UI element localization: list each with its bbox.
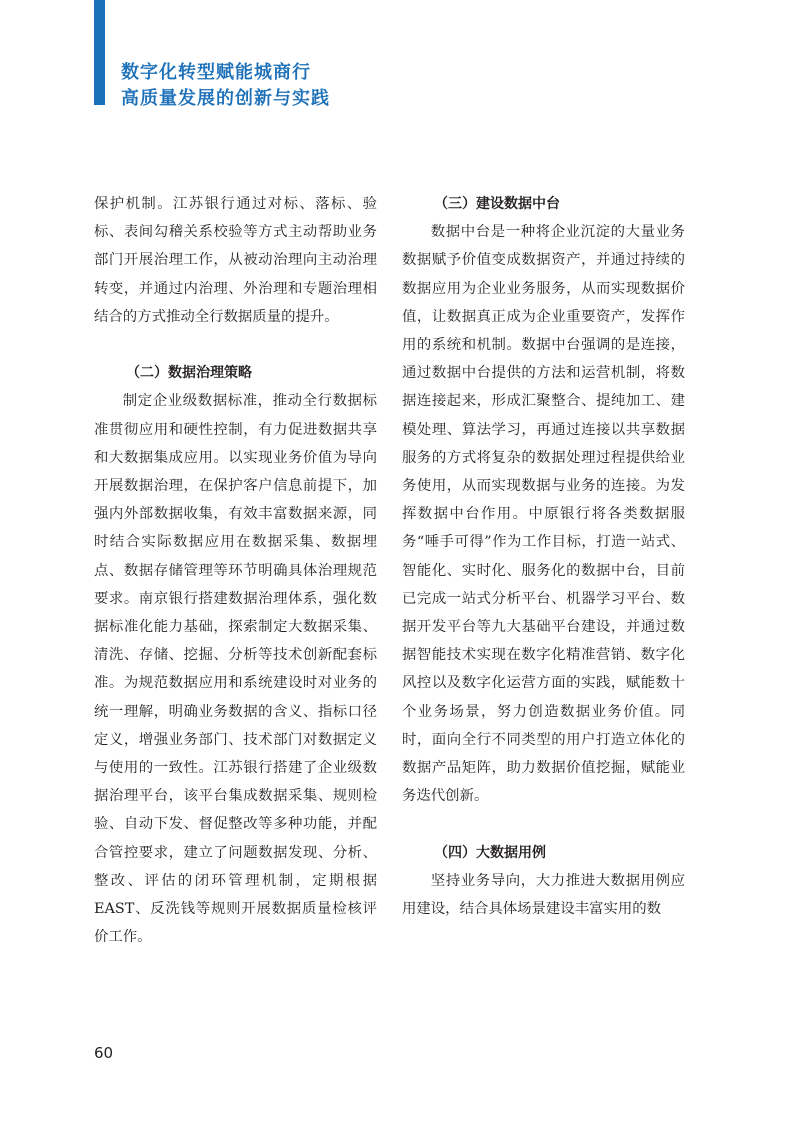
right-column: [402, 190, 685, 923]
section-spacer: [94, 331, 377, 359]
left-column: [94, 190, 377, 951]
header-title-line2: 高质量发展的创新与实践: [121, 88, 330, 109]
header-accent-bar: [94, 0, 105, 105]
section-heading-big-data-use-cases: （四）大数据用例: [434, 844, 546, 861]
header-title-line1: 数字化转型赋能城商行: [121, 62, 311, 83]
continued-paragraph: 保护机制。江苏银行通过对标、落标、验标、表间勾稽关系校验等方式主动帮助业务部门开展治理工作，从被动治理向主动治理转变，并通过内治理、外治理和专题治理相结合的方式推动全行数据质量的提升。: [94, 196, 377, 325]
body-paragraph: 数据中台是一种将企业沉淀的大量业务数据赋予价值变成数据资产，并通过持续的数据应用为企业业务服务，从而实现数据价值，让数据真正成为企业重要资产，发挥作用的系统和机制。数据中台强调的是连接，通过数据中台提供的方法和运营机制，将数据连接起来，形成汇聚整合、提纯加工、建模处理、算法学习，再通过连接以共享数据服务的方式将复杂的数据处理过程提供给业务使用，从而实现数据与业务的连接。为发挥数据中台作用。中原银行将各类数据服务“唾手可得”作为工作目标，打造一站式、智能化、实时化、服务化的数据中台，目前已完成一站式分析平台、机器学习平台、数据开发平台等九大基础平台建设，并通过数据智能技术实现在数字化精准营销、数字化风控以及数字化运营方面的实践，赋能数十个业务场景，努力创造数据业务价值。同时，面向全行不同类型的用户打造立体化的数据产品矩阵，助力数据价值挖掘，赋能业务迭代创新。: [402, 224, 685, 805]
section-heading-data-middle-platform: （三）建设数据中台: [434, 196, 560, 212]
body-paragraph: 坚持业务导向，大力推进大数据用例应用建设，结合具体场景建设丰富实用的数: [402, 872, 685, 918]
section-spacer: [402, 810, 685, 838]
running-header: [121, 60, 381, 112]
page-number: 60: [94, 1044, 114, 1062]
section-heading-data-governance-strategy: （二）数据治理策略: [126, 365, 252, 382]
body-paragraph: 制定企业级数据标准，推动全行数据标准贯彻应用和硬性控制，有力促进数据共享和大数据集成应用。以实现业务价值为导向开展数据治理，在保护客户信息前提下，加强内外部数据收集，有效丰富数据来源，同时结合实际数据应用在数据采集、数据埋点、数据存储管理等环节明确具体治理规范要求。南京银行搭建数据治理体系，强化数据标准化能力基础，探索制定大数据采集、清洗、存储、挖掘、分析等技术创新配套标准。为规范数据应用和系统建设时对业务的统一理解，明确业务数据的含义、指标口径定义，增强业务部门、技术部门对数据定义与使用的一致性。江苏银行搭建了企业级数据治理平台，该平台集成数据采集、规则检验、自动下发、督促整改等多种功能，并配合管控要求，建立了问题数据发现、分析、整改、评估的闭环管理机制，定期根据 EAST、反洗钱等规则开展数据质量检核评价工作。: [94, 393, 377, 946]
